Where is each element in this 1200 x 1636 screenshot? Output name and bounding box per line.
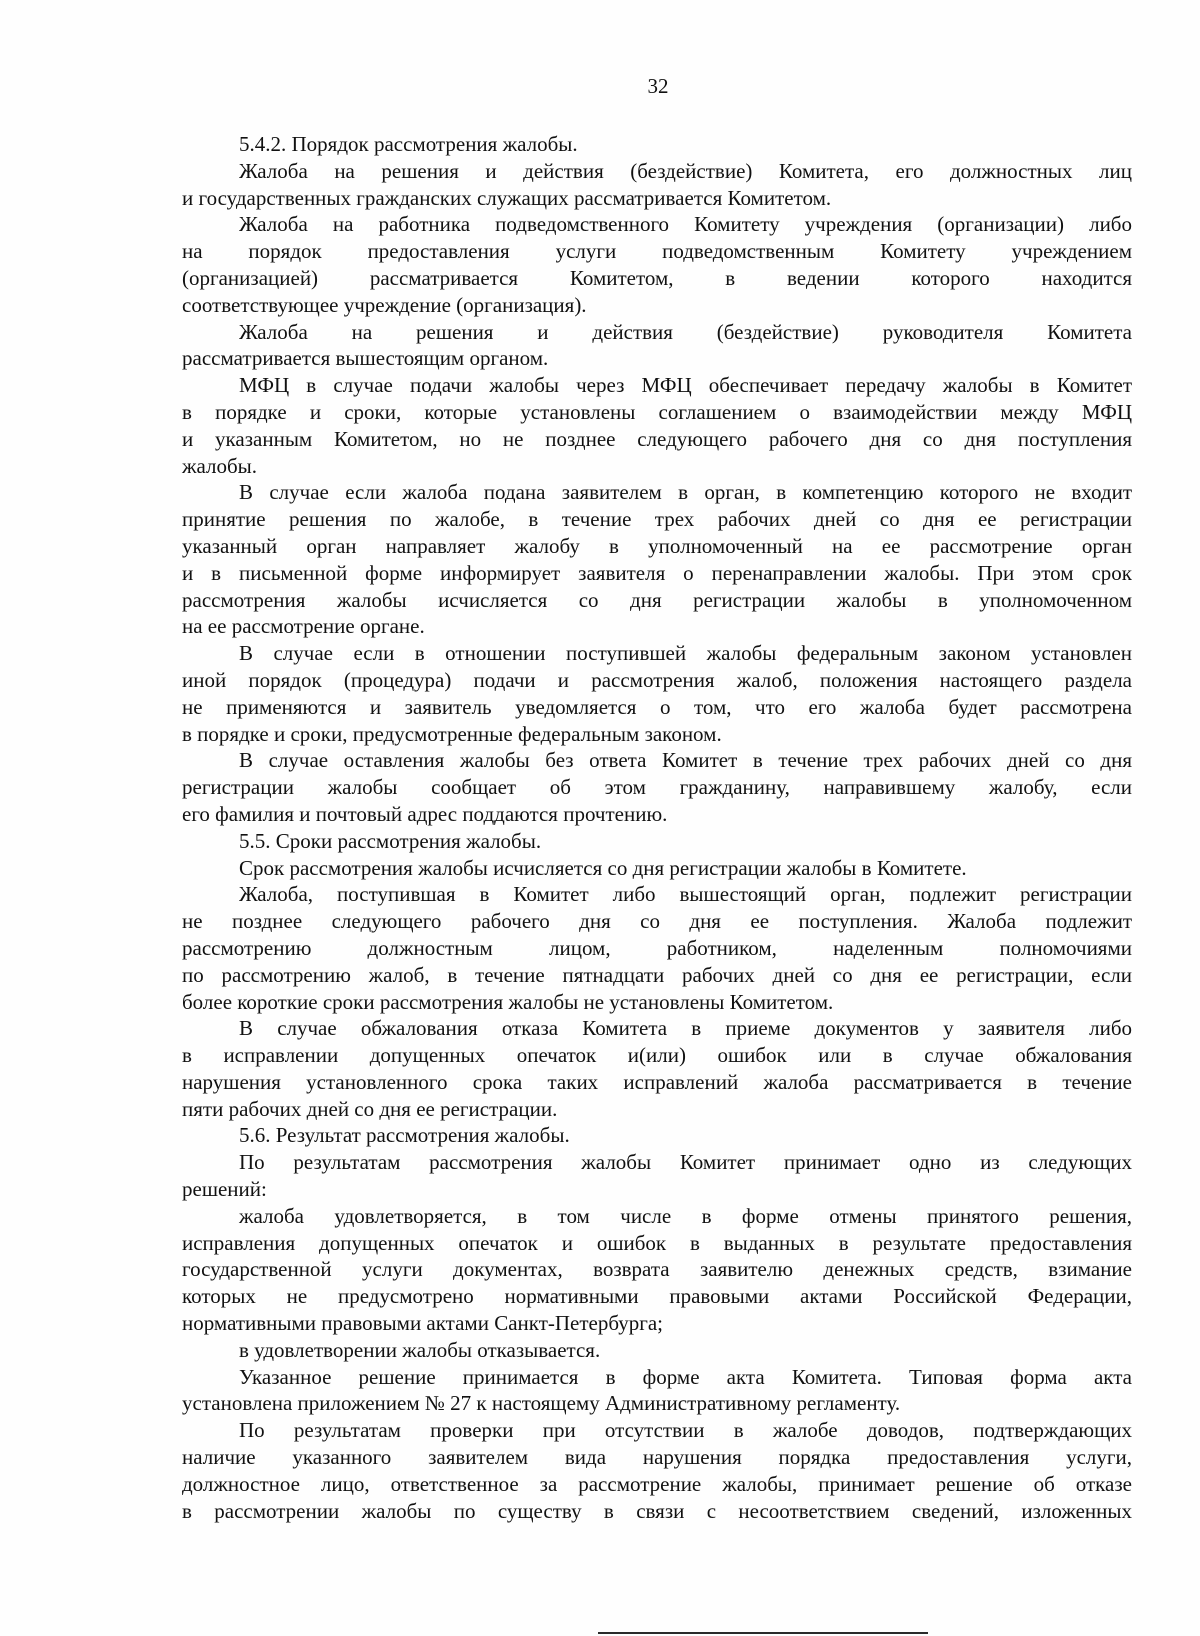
text-line: и в письменной форме информирует заявителя о перенаправлении жалобы. При этом срок — [182, 560, 1132, 585]
text-line: соответствующее учреждение (организация). — [182, 292, 587, 317]
text-line: Жалоба на работника подведомственного Комитету учреждения (организации) либо — [239, 212, 1132, 237]
text-line: рассмотрения жалобы исчисляется со дня регистрации жалобы в уполномоченном — [182, 587, 1132, 612]
text-line: на порядок предоставления услуги подведомственным Комитету учреждением — [182, 239, 1132, 264]
text-line: установлена приложением № 27 к настоящему Административному регламенту. — [182, 1391, 901, 1416]
text-line: на ее рассмотрение органе. — [182, 614, 425, 639]
text-line: 5.4.2. Порядок рассмотрения жалобы. — [239, 132, 578, 156]
text-line: 5.5. Сроки рассмотрения жалобы. — [239, 828, 542, 853]
text-line: более короткие сроки рассмотрения жалобы не установлены Комитетом. — [182, 989, 834, 1014]
text-line: в порядке и сроки, предусмотренные федеральным законом. — [182, 721, 722, 746]
text-line: регистрации жалобы сообщает об этом гражданину, направившему жалобу, если — [182, 775, 1132, 800]
text-line: жалоба удовлетворяется, в том числе в форме отмены принятого решения, — [239, 1203, 1132, 1228]
text-line: иной порядок (процедура) подачи и рассмотрения жалоб, положения настоящего раздела — [182, 667, 1132, 692]
text-line: Указанное решение принимается в форме акта Комитета. Типовая форма акта — [239, 1364, 1132, 1389]
text-line: (организацией) рассматривается Комитетом, в ведении которого находится — [182, 265, 1132, 290]
text-line: исправления допущенных опечаток и ошибок в выданных в результате предоставления — [182, 1230, 1132, 1255]
text-line: решений: — [182, 1177, 267, 1202]
text-line: указанный орган направляет жалобу в уполномоченный на ее рассмотрение орган — [182, 533, 1132, 558]
document-body — [182, 131, 1132, 1524]
page-number: 32 — [647, 74, 669, 98]
text-line: нарушения установленного срока таких исправлений жалоба рассматривается в течение — [182, 1069, 1132, 1094]
text-line: 5.6. Результат рассмотрения жалобы. — [239, 1123, 570, 1148]
text-line: В случае обжалования отказа Комитета в приеме документов у заявителя либо — [239, 1016, 1132, 1041]
text-line: пяти рабочих дней со дня ее регистрации. — [182, 1096, 558, 1121]
text-line: Жалоба, поступившая в Комитет либо вышестоящий орган, подлежит регистрации — [239, 882, 1132, 907]
text-line: Жалоба на решения и действия (бездействие) руководителя Комитета — [239, 319, 1132, 344]
text-line: Срок рассмотрения жалобы исчисляется со дня регистрации жалобы в Комитете. — [239, 855, 967, 880]
text-line: в порядке и сроки, которые установлены соглашением о взаимодействии между МФЦ — [182, 399, 1132, 424]
text-line: государственной услуги документах, возврата заявителю денежных средств, взимание — [182, 1257, 1132, 1282]
text-line: МФЦ в случае подачи жалобы через МФЦ обеспечивает передачу жалобы в Комитет — [239, 373, 1132, 398]
text-line: В случае оставления жалобы без ответа Комитет в течение трех рабочих дней со дня — [239, 748, 1132, 773]
text-line: в исправлении допущенных опечаток и(или) ошибок или в случае обжалования — [182, 1043, 1132, 1068]
text-line: Жалоба на решения и действия (бездействие) Комитета, его должностных лиц — [239, 158, 1132, 183]
text-line: В случае если жалоба подана заявителем в орган, в компетенцию которого не входит — [239, 480, 1132, 505]
text-line: принятие решения по жалобе, в течение трех рабочих дней со дня ее регистрации — [182, 507, 1132, 532]
text-line: По результатам рассмотрения жалобы Комитет принимает одно из следующих — [239, 1150, 1132, 1175]
text-line: по рассмотрению жалоб, в течение пятнадцати рабочих дней со дня ее регистрации, если — [182, 962, 1132, 987]
text-line: По результатам проверки при отсутствии в жалобе доводов, подтверждающих — [239, 1418, 1132, 1443]
text-line: его фамилия и почтовый адрес поддаются прочтению. — [182, 801, 668, 826]
text-line: которых не предусмотрено нормативными правовыми актами Российской Федерации, — [182, 1284, 1132, 1309]
text-line: в рассмотрении жалобы по существу в связи с несоответствием сведений, изложенных — [182, 1498, 1132, 1523]
text-line: в удовлетворении жалобы отказывается. — [239, 1337, 601, 1362]
text-line: не применяются и заявитель уведомляется о том, что его жалоба будет рассмотрена — [182, 694, 1132, 719]
scan-edge-line — [598, 1632, 928, 1634]
text-line: В случае если в отношении поступившей жалобы федеральным законом установлен — [239, 641, 1132, 666]
text-line: наличие указанного заявителем вида нарушения порядка предоставления услуги, — [182, 1445, 1132, 1470]
text-line: и государственных гражданских служащих рассматривается Комитетом. — [182, 185, 832, 210]
text-line: должностное лицо, ответственное за рассмотрение жалобы, принимает решение об отказе — [182, 1471, 1132, 1496]
text-line: рассмотрению должностным лицом, работником, наделенным полномочиями — [182, 935, 1132, 960]
text-line: нормативными правовыми актами Санкт-Петербурга; — [182, 1311, 664, 1336]
text-line: и указанным Комитетом, но не позднее следующего рабочего дня со дня поступления — [182, 426, 1132, 451]
text-line: рассматривается вышестоящим органом. — [182, 346, 549, 371]
text-line: не позднее следующего рабочего дня со дня ее поступления. Жалоба подлежит — [182, 909, 1132, 934]
text-line: жалобы. — [182, 453, 258, 478]
